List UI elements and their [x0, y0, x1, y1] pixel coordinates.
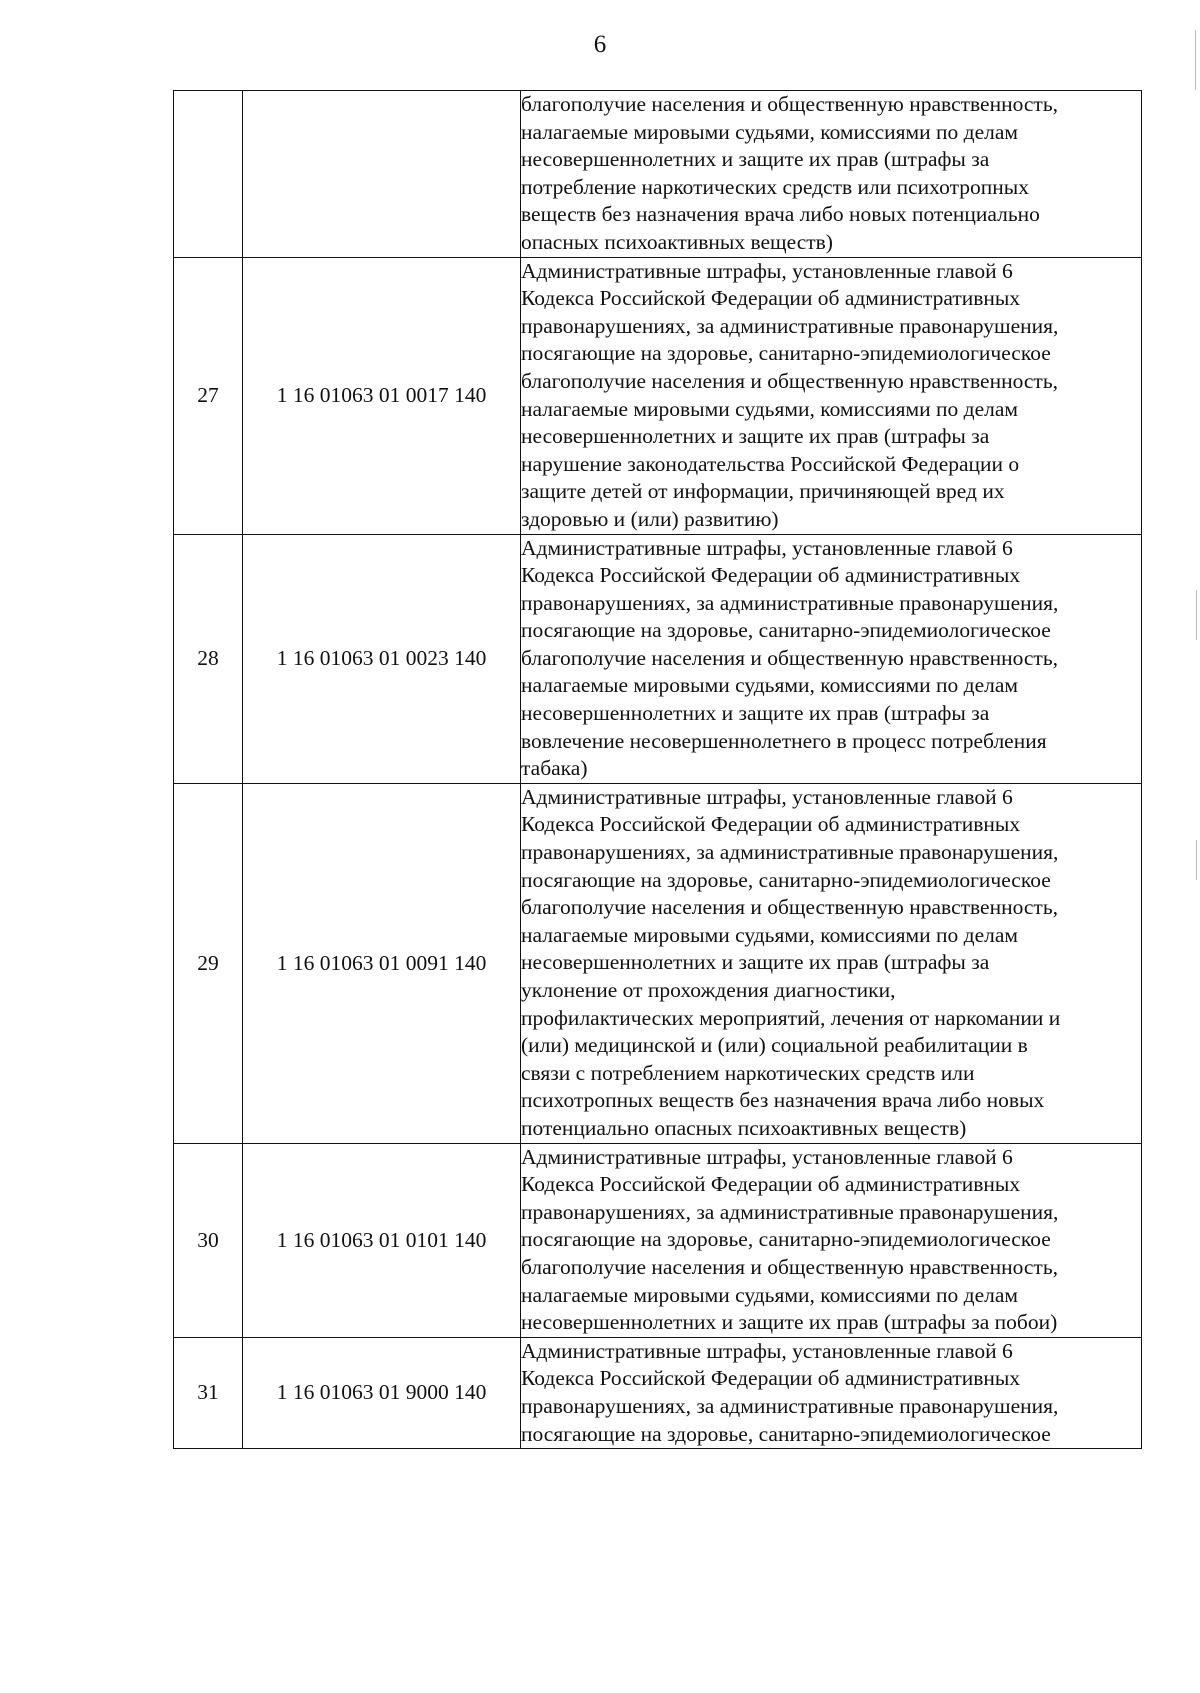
fee-description [521, 91, 1142, 258]
description-line: Кодекса Российской Федерации об административных [521, 812, 1021, 837]
description-line: Административные штрафы, установленные главой 6 [521, 1338, 1013, 1363]
budget-classification-code: 1 16 01063 01 0091 140 [243, 783, 521, 1143]
scan-mark [1195, 30, 1196, 90]
description-line: Административные штрафы, установленные главой 6 [521, 535, 1013, 560]
fees-table [173, 90, 1142, 1449]
fee-description [521, 1337, 1142, 1448]
description-line: потенциально опасных психоактивных веществ) [521, 1115, 967, 1140]
table-row [174, 91, 1142, 258]
description-line: Административные штрафы, установленные главой 6 [521, 1144, 1013, 1169]
budget-classification-code: 1 16 01063 01 0023 140 [243, 534, 521, 783]
description-line: нарушение законодательства Российской Федерации о [521, 451, 1020, 476]
description-line: налагаемые мировыми судьями, комиссиями по делам [521, 922, 1018, 947]
description-line: несовершеннолетних и защите их прав (штрафы за [521, 950, 990, 975]
description-line: несовершеннолетних и защите их прав (штрафы за [521, 147, 990, 172]
fees-table-body [174, 91, 1142, 1449]
description-line: потребление наркотических средств или психотропных [521, 174, 1029, 199]
description-line: посягающие на здоровье, санитарно-эпидемиологическое [521, 618, 1051, 643]
description-line: уклонение от прохождения диагностики, [521, 978, 896, 1002]
table-row [174, 783, 1142, 1143]
description-line: Административные штрафы, установленные главой 6 [521, 784, 1013, 809]
description-line: Кодекса Российской Федерации об административных [521, 1366, 1021, 1391]
row-number [174, 91, 243, 258]
table-row [174, 1337, 1142, 1448]
row-number: 28 [174, 534, 243, 783]
description-line: благополучие населения и общественную нравственность, [521, 368, 1058, 393]
description-line: посягающие на здоровье, санитарно-эпидемиологическое [521, 1421, 1051, 1446]
description-line: несовершеннолетних и защите их прав (штрафы за побои) [521, 1310, 1058, 1335]
description-line: веществ без назначения врача либо новых потенциально [521, 202, 1040, 227]
description-line: налагаемые мировыми судьями, комиссиями по делам [521, 673, 1018, 698]
description-line: несовершеннолетних и защите их прав (штрафы за [521, 701, 990, 726]
budget-classification-code [243, 91, 521, 258]
page-number: 6 [593, 31, 607, 58]
table-row [174, 1143, 1142, 1337]
description-line: несовершеннолетних и защите их прав (штрафы за [521, 424, 990, 449]
description-line: табака) [521, 756, 588, 781]
description-line: правонарушениях, за административные правонарушения, [521, 313, 1059, 338]
fee-description [521, 257, 1142, 534]
description-line: благополучие населения и общественную нравственность, [521, 92, 1058, 116]
description-line: правонарушениях, за административные правонарушения, [521, 1199, 1059, 1224]
fee-description [521, 534, 1142, 783]
description-line: благополучие населения и общественную нравственность, [521, 645, 1058, 670]
row-number: 30 [174, 1143, 243, 1337]
description-line: благополучие населения и общественную нравственность, [521, 1254, 1058, 1279]
description-line: правонарушениях, за административные правонарушения, [521, 840, 1059, 865]
description-line: защите детей от информации, причиняющей вред их [521, 479, 1005, 504]
description-line: Кодекса Российской Федерации об административных [521, 286, 1021, 311]
scan-mark [1196, 840, 1197, 880]
scan-mark [1196, 590, 1197, 640]
description-line: Административные штрафы, установленные главой 6 [521, 258, 1013, 283]
description-line: посягающие на здоровье, санитарно-эпидемиологическое [521, 867, 1051, 892]
description-line: правонарушениях, за административные правонарушения, [521, 590, 1059, 615]
fee-description [521, 783, 1142, 1143]
description-line: налагаемые мировыми судьями, комиссиями по делам [521, 396, 1018, 421]
description-line: Кодекса Российской Федерации об административных [521, 1172, 1021, 1197]
description-line: посягающие на здоровье, санитарно-эпидемиологическое [521, 341, 1051, 366]
description-line: психотропных веществ без назначения врача либо новых [521, 1088, 1045, 1113]
description-line: вовлечение несовершеннолетнего в процесс потребления [521, 728, 1047, 753]
description-line: опасных психоактивных веществ) [521, 229, 833, 254]
description-line: профилактических мероприятий, лечения от наркомании и [521, 1005, 1061, 1030]
description-line: налагаемые мировыми судьями, комиссиями по делам [521, 119, 1018, 144]
description-line: здоровью и (или) развитию) [521, 506, 779, 531]
table-row [174, 534, 1142, 783]
description-line: посягающие на здоровье, санитарно-эпидемиологическое [521, 1227, 1051, 1252]
budget-classification-code: 1 16 01063 01 0101 140 [243, 1143, 521, 1337]
budget-classification-code: 1 16 01063 01 9000 140 [243, 1337, 521, 1448]
row-number: 31 [174, 1337, 243, 1448]
row-number: 27 [174, 257, 243, 534]
description-line: Кодекса Российской Федерации об административных [521, 563, 1021, 588]
description-line: правонарушениях, за административные правонарушения, [521, 1393, 1059, 1418]
description-line: благополучие населения и общественную нравственность, [521, 895, 1058, 920]
description-line: налагаемые мировыми судьями, комиссиями по делам [521, 1282, 1018, 1307]
row-number: 29 [174, 783, 243, 1143]
description-line: связи с потреблением наркотических средств или [521, 1060, 975, 1085]
description-line: (или) медицинской и (или) социальной реабилитации в [521, 1033, 1028, 1058]
budget-classification-code: 1 16 01063 01 0017 140 [243, 257, 521, 534]
table-row [174, 257, 1142, 534]
fee-description [521, 1143, 1142, 1337]
